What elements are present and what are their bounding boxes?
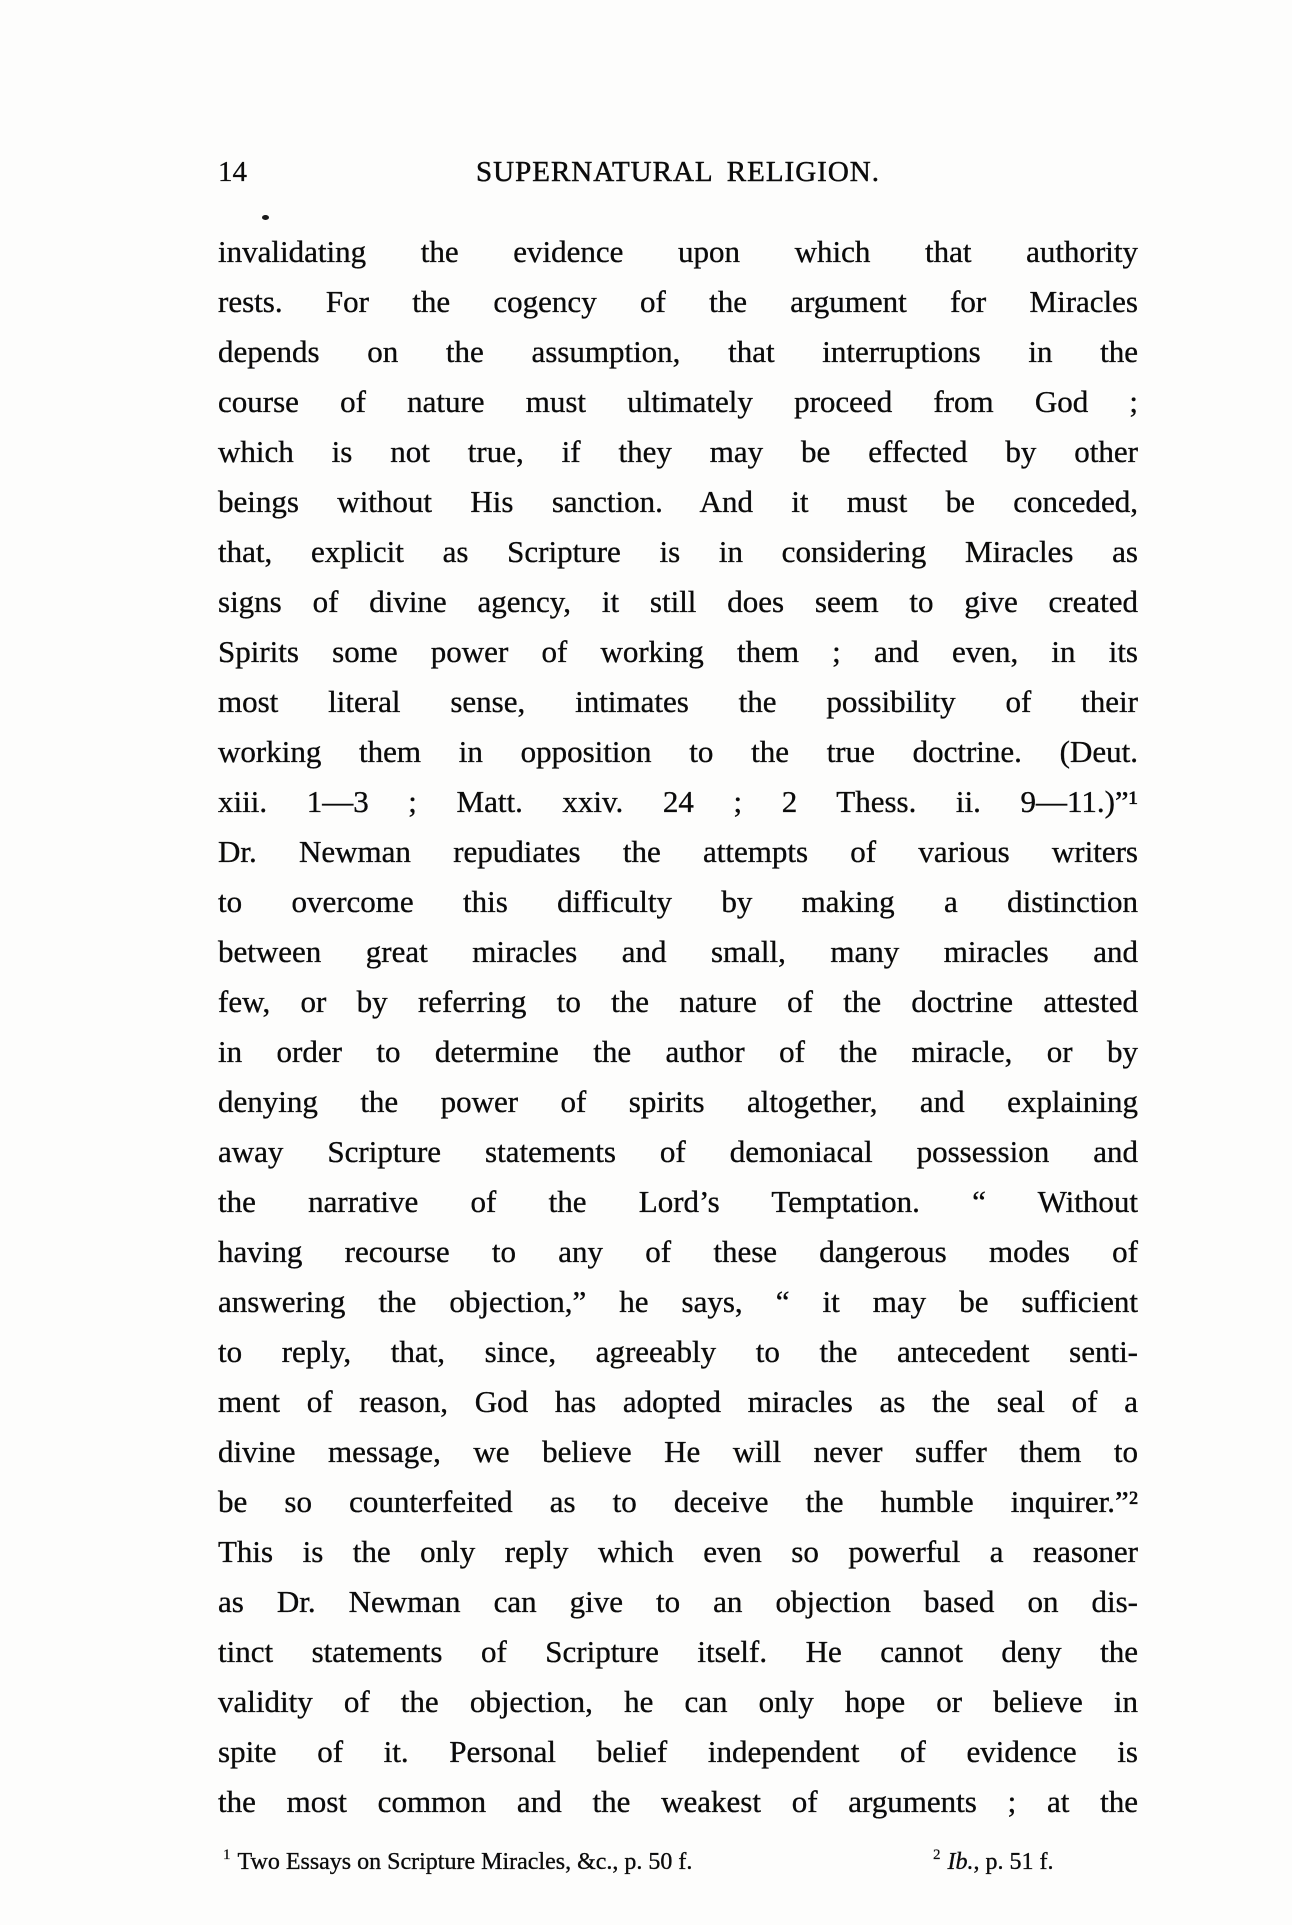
footnote-1-marker: 1 <box>223 1847 231 1863</box>
footnote-2-source: Ib. <box>947 1849 974 1875</box>
text-line: the most common and the weakest of arguments ; at the <box>218 1784 1138 1819</box>
text-line: This is the only reply which even so powerful a reasoner <box>218 1534 1138 1569</box>
footnote-2-text: , p. 51 f. <box>973 1849 1054 1875</box>
text-line: validity of the objection, he can only hope or believe in <box>218 1684 1138 1719</box>
text-line: tinct statements of Scripture itself. He cannot deny the <box>218 1634 1138 1669</box>
text-line: be so counterfeited as to deceive the humble inquirer.”² <box>218 1484 1138 1519</box>
text-line: as Dr. Newman can give to an objection based on dis- <box>218 1584 1138 1619</box>
text-line: Dr. Newman repudiates the attempts of various writers <box>218 834 1138 869</box>
text-line: invalidating the evidence upon which that authority <box>218 234 1138 269</box>
footnote-2 <box>933 1838 1054 1879</box>
text-line: answering the objection,” he says, “ it may be sufficient <box>218 1284 1138 1319</box>
footnote-2-marker: 2 <box>933 1847 941 1863</box>
text-line: course of nature must ultimately proceed from God ; <box>218 384 1138 419</box>
footnote-1 <box>223 1838 692 1879</box>
text-line: few, or by referring to the nature of the doctrine attested <box>218 984 1138 1019</box>
text-line: divine message, we believe He will never suffer them to <box>218 1434 1138 1469</box>
footnote-1-text: Two Essays on Scripture Miracles, &c., p. 50 f. <box>237 1849 693 1875</box>
text-line: depends on the assumption, that interruptions in the <box>218 334 1138 369</box>
text-line: xiii. 1—3 ; Matt. xxiv. 24 ; 2 Thess. ii. 9—11.)”¹ <box>218 784 1138 819</box>
body-text <box>218 227 1138 1827</box>
page-header <box>218 152 1138 192</box>
text-line: working them in opposition to the true doctrine. (Deut. <box>218 734 1138 769</box>
text-line: denying the power of spirits altogether, and explaining <box>218 1084 1138 1119</box>
footnotes-row <box>218 1838 1138 1878</box>
text-line: which is not true, if they may be effected by other <box>218 434 1138 469</box>
text-line: away Scripture statements of demoniacal possession and <box>218 1134 1138 1169</box>
text-line: ment of reason, God has adopted miracles as the seal of a <box>218 1384 1138 1419</box>
page-number: 14 <box>218 156 247 188</box>
scan-speckle <box>262 215 269 220</box>
text-line: the narrative of the Lord’s Temptation. “ Without <box>218 1184 1138 1219</box>
text-line: beings without His sanction. And it must be conceded, <box>218 484 1138 519</box>
text-line: to reply, that, since, agreeably to the antecedent senti- <box>218 1334 1138 1369</box>
text-line: between great miracles and small, many miracles and <box>218 934 1138 969</box>
text-line: spite of it. Personal belief independent of evidence is <box>218 1734 1138 1769</box>
text-line: to overcome this difficulty by making a distinction <box>218 884 1138 919</box>
text-line: that, explicit as Scripture is in considering Miracles as <box>218 534 1138 569</box>
text-line: having recourse to any of these dangerous modes of <box>218 1234 1138 1269</box>
text-line: signs of divine agency, it still does seem to give created <box>218 584 1138 619</box>
text-line: Spirits some power of working them ; and even, in its <box>218 634 1138 669</box>
text-line: rests. For the cogency of the argument for Miracles <box>218 284 1138 319</box>
text-line: most literal sense, intimates the possibility of their <box>218 684 1138 719</box>
running-title: SUPERNATURAL RELIGION. <box>476 156 880 188</box>
text-line: in order to determine the author of the miracle, or by <box>218 1034 1138 1069</box>
